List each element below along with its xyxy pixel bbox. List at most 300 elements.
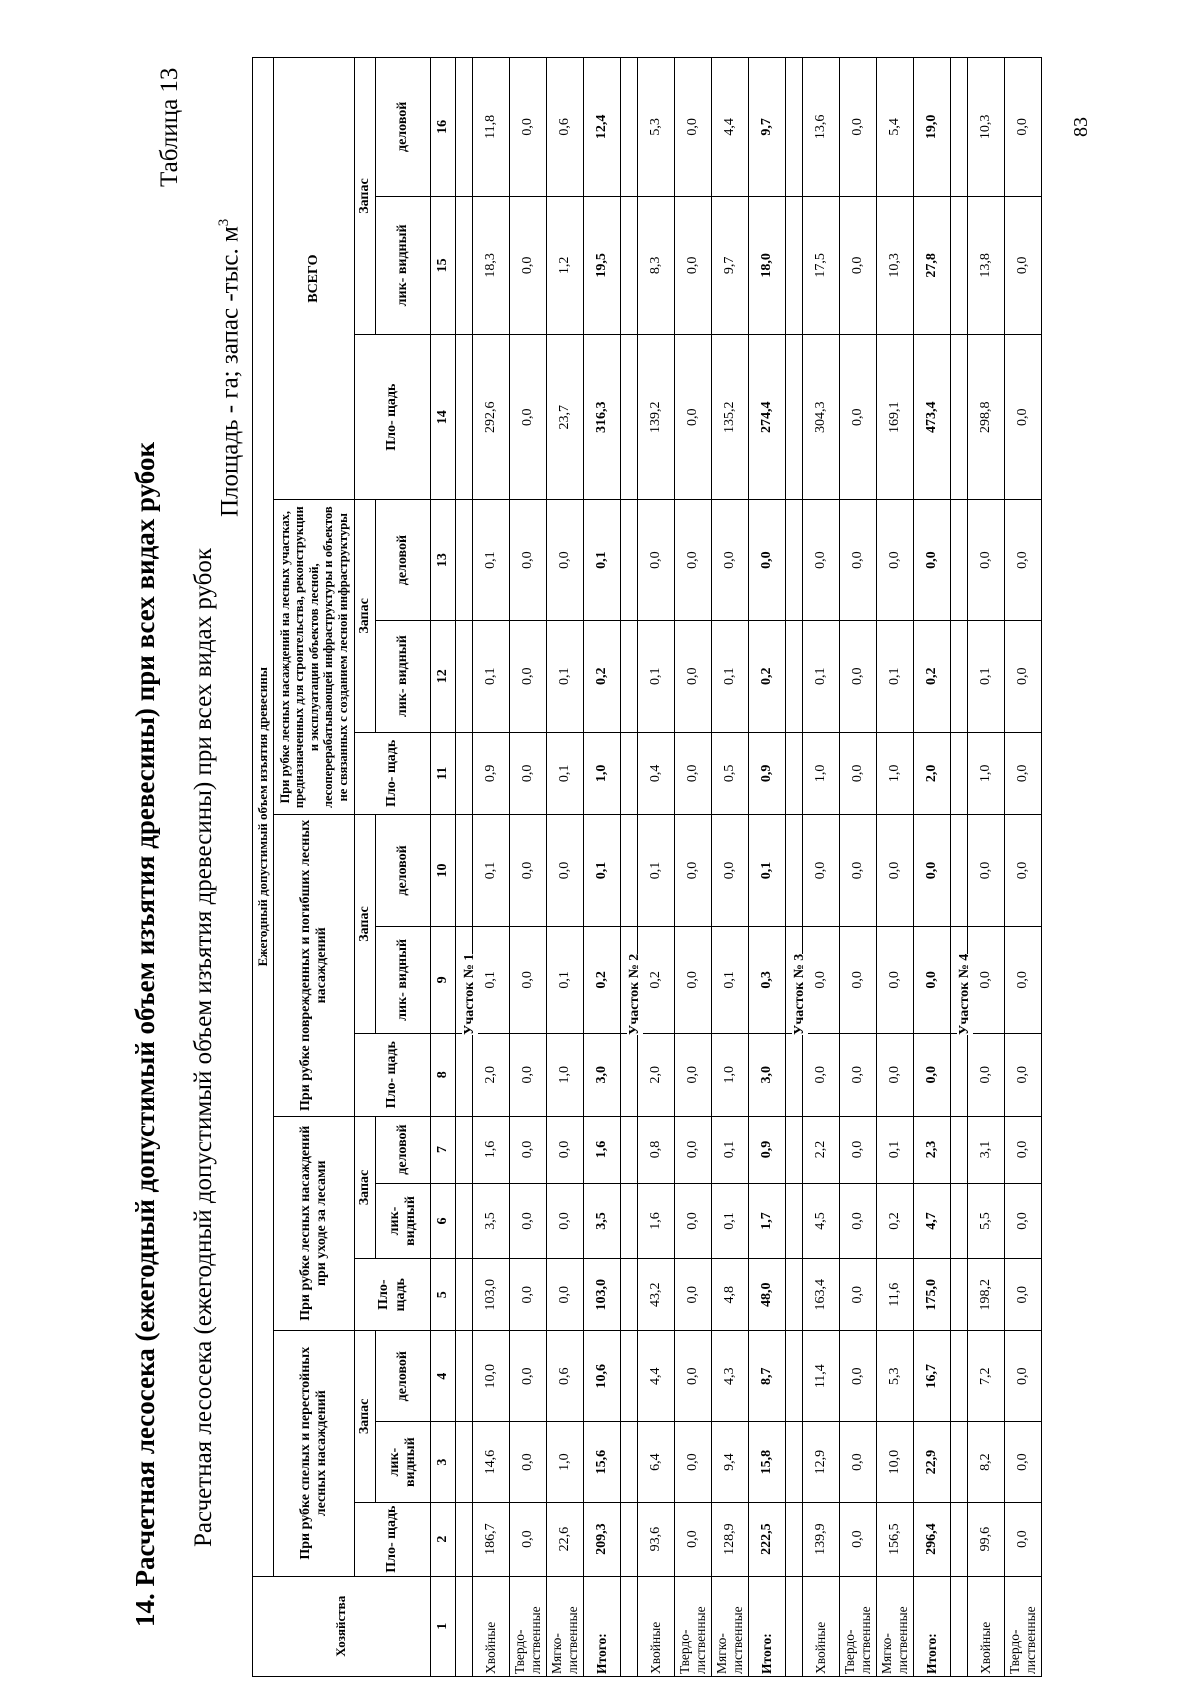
table-caption: Расчетная лесосека (ежегодный допустимый объем изъятия древесины) при всех видах рубок xyxy=(190,547,217,1547)
spacer-cell xyxy=(951,500,968,621)
table-row xyxy=(547,58,584,1677)
spacer-cell xyxy=(951,815,968,927)
value-cell: 0,1 xyxy=(712,926,749,1033)
spacer-cell xyxy=(951,1576,968,1676)
value-cell: 4,8 xyxy=(712,1259,749,1330)
value-cell: 13,8 xyxy=(968,196,1005,334)
spacer-cell xyxy=(786,926,807,1035)
value-cell: 0,0 xyxy=(914,815,951,927)
column-number: 5 xyxy=(431,1259,456,1330)
value-cell: 0,1 xyxy=(547,926,584,1033)
row-name: Мягко- лиственные xyxy=(877,1576,914,1676)
spacer-cell xyxy=(621,1183,638,1259)
value-cell: 0,0 xyxy=(712,500,749,621)
value-cell: 0,1 xyxy=(877,620,914,732)
row-name: Итого: xyxy=(914,1576,951,1676)
section-title: 14. Расчетная лесосека (ежегодный допустимый объем изъятия древесины) при всех видах рубок xyxy=(130,441,160,1627)
table-row xyxy=(877,58,914,1677)
header-business: деловой xyxy=(376,1116,431,1183)
value-cell: 473,4 xyxy=(914,335,951,500)
value-cell: 0,0 xyxy=(1005,815,1042,927)
header-annual: Ежегодный допустимый объем изъятия древесины xyxy=(253,58,274,1577)
spacer-cell xyxy=(456,926,477,1035)
column-number: 14 xyxy=(431,335,456,500)
value-cell: 0,1 xyxy=(877,1116,914,1183)
value-cell: 0,0 xyxy=(840,926,877,1033)
spacer-cell xyxy=(621,926,642,1035)
value-cell: 0,0 xyxy=(840,1033,877,1116)
column-number: 6 xyxy=(431,1183,456,1259)
section-spacer xyxy=(951,58,968,1677)
header-liquid: лик- видный xyxy=(376,1183,431,1259)
spacer-cell xyxy=(456,1576,473,1676)
value-cell: 1,2 xyxy=(547,196,584,334)
value-cell: 0,0 xyxy=(840,1259,877,1330)
spacer-cell xyxy=(951,1422,968,1502)
section-label: Участок № 3 xyxy=(792,953,807,1035)
value-cell: 0,0 xyxy=(510,196,547,334)
value-cell: 186,7 xyxy=(473,1502,510,1576)
value-cell: 0,9 xyxy=(749,732,786,815)
column-number: 2 xyxy=(431,1502,456,1576)
spacer-cell xyxy=(786,335,803,500)
value-cell: 0,0 xyxy=(840,1502,877,1576)
value-cell: 0,0 xyxy=(803,500,840,621)
value-cell: 0,0 xyxy=(1005,926,1042,1033)
value-cell: 8,7 xyxy=(749,1330,786,1422)
value-cell: 48,0 xyxy=(749,1259,786,1330)
spacer-cell xyxy=(621,620,638,732)
header-liquid: лик- видный xyxy=(376,620,431,732)
value-cell: 0,0 xyxy=(1005,196,1042,334)
value-cell: 22,6 xyxy=(547,1502,584,1576)
spacer-cell xyxy=(621,196,638,334)
spacer-cell xyxy=(951,1116,968,1183)
header-area: Пло- щадь xyxy=(355,1033,431,1116)
value-cell: 0,1 xyxy=(803,620,840,732)
value-cell: 0,0 xyxy=(510,620,547,732)
table-row xyxy=(840,58,877,1677)
value-cell: 19,0 xyxy=(914,58,951,197)
value-cell: 0,0 xyxy=(968,926,1005,1033)
value-cell: 3,0 xyxy=(749,1033,786,1116)
value-cell: 0,1 xyxy=(473,620,510,732)
value-cell: 296,4 xyxy=(914,1502,951,1576)
value-cell: 1,0 xyxy=(712,1033,749,1116)
value-cell: 0,0 xyxy=(877,500,914,621)
spacer-cell xyxy=(456,196,473,334)
value-cell: 0,0 xyxy=(840,196,877,334)
value-cell: 0,0 xyxy=(675,58,712,197)
value-cell: 4,3 xyxy=(712,1330,749,1422)
value-cell: 0,0 xyxy=(877,815,914,927)
spacer-cell xyxy=(456,732,473,815)
value-cell: 0,1 xyxy=(547,732,584,815)
spacer-cell xyxy=(456,335,473,500)
value-cell: 0,0 xyxy=(547,815,584,927)
value-cell: 27,8 xyxy=(914,196,951,334)
value-cell: 3,1 xyxy=(968,1116,1005,1183)
row-name: Итого: xyxy=(749,1576,786,1676)
value-cell: 1,0 xyxy=(877,732,914,815)
value-cell: 0,0 xyxy=(547,1116,584,1183)
value-cell: 103,0 xyxy=(473,1259,510,1330)
value-cell: 16,7 xyxy=(914,1330,951,1422)
value-cell: 0,2 xyxy=(584,926,621,1033)
column-number: 3 xyxy=(431,1422,456,1502)
value-cell: 9,7 xyxy=(712,196,749,334)
value-cell: 4,4 xyxy=(712,58,749,197)
value-cell: 0,1 xyxy=(712,1116,749,1183)
value-cell: 0,0 xyxy=(712,815,749,927)
column-number: 8 xyxy=(431,1033,456,1116)
table-row xyxy=(675,58,712,1677)
row-name: Хвойные xyxy=(638,1576,675,1676)
value-cell: 10,6 xyxy=(584,1330,621,1422)
header-group-construction: При рубке лесных насаждений на лесных участках, предназначенных для строительства, реконструкции и эксплуатации объектов лесной, лесоперерабатывающей инфраструктуры и объектов не связанных с созданием лесной инфраструктуры xyxy=(274,500,355,815)
value-cell: 0,0 xyxy=(968,815,1005,927)
total-row xyxy=(584,58,621,1677)
value-cell: 0,1 xyxy=(547,620,584,732)
value-cell: 15,6 xyxy=(584,1422,621,1502)
column-number: 12 xyxy=(431,620,456,732)
value-cell: 4,4 xyxy=(638,1330,675,1422)
spacer-cell xyxy=(621,1259,638,1330)
header-group-mature: При рубке спелых и перестойных лесных насаждений xyxy=(274,1330,355,1576)
spacer-cell xyxy=(786,815,803,927)
value-cell: 298,8 xyxy=(968,335,1005,500)
row-name: Твердо- лиственные xyxy=(510,1576,547,1676)
spacer-cell xyxy=(456,620,473,732)
column-number: 1 xyxy=(431,1576,456,1676)
spacer-cell xyxy=(951,1330,968,1422)
spacer-cell xyxy=(951,58,968,197)
spacer-cell xyxy=(621,815,638,927)
table-row xyxy=(968,58,1005,1677)
value-cell: 1,7 xyxy=(749,1183,786,1259)
value-cell: 0,0 xyxy=(510,335,547,500)
value-cell: 0,0 xyxy=(675,196,712,334)
section-spacer xyxy=(456,58,473,1677)
value-cell: 1,6 xyxy=(473,1116,510,1183)
value-cell: 0,2 xyxy=(638,926,675,1033)
value-cell: 1,0 xyxy=(547,1033,584,1116)
value-cell: 7,2 xyxy=(968,1330,1005,1422)
value-cell: 0,0 xyxy=(510,1183,547,1259)
value-cell: 18,0 xyxy=(749,196,786,334)
header-liquid: лик- видный xyxy=(376,926,431,1033)
value-cell: 1,0 xyxy=(547,1422,584,1502)
spacer-cell xyxy=(951,1259,968,1330)
value-cell: 0,0 xyxy=(510,1502,547,1576)
value-cell: 22,9 xyxy=(914,1422,951,1502)
value-cell: 0,0 xyxy=(877,1033,914,1116)
value-cell: 175,0 xyxy=(914,1259,951,1330)
table-body xyxy=(456,58,1042,1677)
spacer-cell xyxy=(786,500,803,621)
value-cell: 12,9 xyxy=(803,1422,840,1502)
value-cell: 0,0 xyxy=(675,815,712,927)
spacer-cell xyxy=(786,1576,803,1676)
value-cell: 139,9 xyxy=(803,1502,840,1576)
value-cell: 135,2 xyxy=(712,335,749,500)
value-cell: 0,0 xyxy=(968,500,1005,621)
value-cell: 1,6 xyxy=(584,1116,621,1183)
spacer-cell xyxy=(621,1576,638,1676)
value-cell: 0,0 xyxy=(840,335,877,500)
header-area: Пло- щадь xyxy=(355,1259,431,1330)
spacer-cell xyxy=(456,1183,473,1259)
spacer-cell xyxy=(951,1033,968,1116)
value-cell: 0,0 xyxy=(1005,1116,1042,1183)
spacer-cell xyxy=(621,1502,638,1576)
value-cell: 11,6 xyxy=(877,1259,914,1330)
spacer-cell xyxy=(786,1502,803,1576)
value-cell: 0,1 xyxy=(712,1183,749,1259)
value-cell: 0,0 xyxy=(510,1033,547,1116)
row-name: Итого: xyxy=(584,1576,621,1676)
value-cell: 99,6 xyxy=(968,1502,1005,1576)
row-name: Твердо- лиственные xyxy=(1005,1576,1042,1676)
value-cell: 316,3 xyxy=(584,335,621,500)
spacer-cell xyxy=(951,1502,968,1576)
header-business: деловой xyxy=(376,815,431,927)
value-cell: 0,0 xyxy=(840,1116,877,1183)
value-cell: 0,0 xyxy=(547,1259,584,1330)
units-text: Площадь - га; запас -тыс. м xyxy=(216,226,244,517)
value-cell: 0,0 xyxy=(840,500,877,621)
spacer-cell xyxy=(951,732,968,815)
value-cell: 128,9 xyxy=(712,1502,749,1576)
value-cell: 0,0 xyxy=(1005,1183,1042,1259)
value-cell: 2,0 xyxy=(914,732,951,815)
value-cell: 8,3 xyxy=(638,196,675,334)
column-number: 7 xyxy=(431,1116,456,1183)
spacer-cell xyxy=(786,1116,803,1183)
value-cell: 0,0 xyxy=(675,620,712,732)
table-row xyxy=(473,58,510,1677)
value-cell: 0,0 xyxy=(510,1259,547,1330)
value-cell: 0,1 xyxy=(473,815,510,927)
value-cell: 9,7 xyxy=(749,58,786,197)
column-number: 16 xyxy=(431,58,456,197)
value-cell: 0,1 xyxy=(638,815,675,927)
value-cell: 0,0 xyxy=(1005,1422,1042,1502)
value-cell: 0,0 xyxy=(510,815,547,927)
spacer-cell xyxy=(786,196,803,334)
value-cell: 3,0 xyxy=(584,1033,621,1116)
spacer-cell xyxy=(456,1033,473,1116)
value-cell: 198,2 xyxy=(968,1259,1005,1330)
column-number-row xyxy=(431,58,456,1677)
page-number: 83 xyxy=(1070,117,1092,137)
value-cell: 2,0 xyxy=(638,1033,675,1116)
header-stock: Запас xyxy=(355,1116,376,1259)
value-cell: 18,3 xyxy=(473,196,510,334)
value-cell: 5,3 xyxy=(638,58,675,197)
value-cell: 0,0 xyxy=(510,500,547,621)
spacer-cell xyxy=(786,1330,803,1422)
value-cell: 0,0 xyxy=(840,620,877,732)
header-farm: Хозяйства xyxy=(253,1576,431,1676)
row-name: Мягко- лиственные xyxy=(547,1576,584,1676)
value-cell: 4,5 xyxy=(803,1183,840,1259)
value-cell: 1,6 xyxy=(638,1183,675,1259)
value-cell: 0,0 xyxy=(675,1259,712,1330)
spacer-cell xyxy=(456,1502,473,1576)
value-cell: 0,0 xyxy=(968,1033,1005,1116)
spacer-cell xyxy=(456,1116,473,1183)
value-cell: 0,0 xyxy=(675,500,712,621)
value-cell: 8,2 xyxy=(968,1422,1005,1502)
value-cell: 6,4 xyxy=(638,1422,675,1502)
value-cell: 0,8 xyxy=(638,1116,675,1183)
section-spacer xyxy=(786,58,803,1677)
spacer-cell xyxy=(621,335,638,500)
value-cell: 0,1 xyxy=(749,815,786,927)
value-cell: 0,0 xyxy=(675,926,712,1033)
value-cell: 0,0 xyxy=(803,815,840,927)
header-liquid: лик- видный xyxy=(376,1422,431,1502)
value-cell: 10,0 xyxy=(473,1330,510,1422)
spacer-cell xyxy=(786,58,803,197)
header-business: деловой xyxy=(376,500,431,621)
table-number: Таблица 13 xyxy=(156,67,183,187)
value-cell: 0,0 xyxy=(803,926,840,1033)
value-cell: 0,1 xyxy=(712,620,749,732)
header-business: деловой xyxy=(376,1330,431,1422)
value-cell: 0,6 xyxy=(547,58,584,197)
value-cell: 0,0 xyxy=(510,58,547,197)
spacer-cell xyxy=(951,335,968,500)
column-number: 11 xyxy=(431,732,456,815)
header-area: Пло- щадь xyxy=(355,732,431,815)
value-cell: 0,0 xyxy=(749,500,786,621)
value-cell: 0,0 xyxy=(1005,500,1042,621)
row-name: Мягко- лиственные xyxy=(712,1576,749,1676)
spacer-cell xyxy=(621,1330,638,1422)
value-cell: 274,4 xyxy=(749,335,786,500)
value-cell: 0,0 xyxy=(510,1422,547,1502)
header-stock: Запас xyxy=(355,500,376,732)
value-cell: 163,4 xyxy=(803,1259,840,1330)
value-cell: 43,2 xyxy=(638,1259,675,1330)
value-cell: 10,3 xyxy=(968,58,1005,197)
value-cell: 14,6 xyxy=(473,1422,510,1502)
header-business: деловой xyxy=(376,58,431,197)
value-cell: 10,0 xyxy=(877,1422,914,1502)
value-cell: 19,5 xyxy=(584,196,621,334)
value-cell: 0,0 xyxy=(803,1033,840,1116)
value-cell: 0,0 xyxy=(914,1033,951,1116)
value-cell: 0,1 xyxy=(638,620,675,732)
value-cell: 1,0 xyxy=(968,732,1005,815)
row-name: Хвойные xyxy=(803,1576,840,1676)
table-row xyxy=(638,58,675,1677)
value-cell: 15,8 xyxy=(749,1422,786,1502)
value-cell: 0,0 xyxy=(1005,1033,1042,1116)
value-cell: 0,0 xyxy=(1005,58,1042,197)
value-cell: 2,3 xyxy=(914,1116,951,1183)
value-cell: 0,9 xyxy=(749,1116,786,1183)
value-cell: 17,5 xyxy=(803,196,840,334)
column-number: 15 xyxy=(431,196,456,334)
section-label: Участок № 4 xyxy=(957,953,972,1035)
value-cell: 2,0 xyxy=(473,1033,510,1116)
value-cell: 0,0 xyxy=(675,732,712,815)
spacer-cell xyxy=(456,500,473,621)
table-row xyxy=(1005,58,1042,1677)
column-number: 10 xyxy=(431,815,456,927)
row-name: Хвойные xyxy=(473,1576,510,1676)
value-cell: 0,0 xyxy=(675,335,712,500)
spacer-cell xyxy=(786,1422,803,1502)
value-cell: 0,0 xyxy=(675,1183,712,1259)
spacer-cell xyxy=(456,1259,473,1330)
value-cell: 0,0 xyxy=(547,1183,584,1259)
header-liquid: лик- видный xyxy=(376,196,431,334)
value-cell: 0,0 xyxy=(840,1422,877,1502)
value-cell: 3,5 xyxy=(473,1183,510,1259)
spacer-cell xyxy=(951,620,968,732)
spacer-cell xyxy=(951,196,968,334)
value-cell: 0,0 xyxy=(675,1502,712,1576)
value-cell: 0,0 xyxy=(675,1330,712,1422)
value-cell: 103,0 xyxy=(584,1259,621,1330)
value-cell: 9,4 xyxy=(712,1422,749,1502)
value-cell: 0,0 xyxy=(510,1116,547,1183)
value-cell: 0,6 xyxy=(547,1330,584,1422)
value-cell: 0,0 xyxy=(1005,1330,1042,1422)
value-cell: 0,0 xyxy=(840,1330,877,1422)
spacer-cell xyxy=(951,1183,968,1259)
value-cell: 0,2 xyxy=(749,620,786,732)
units-note xyxy=(216,219,244,517)
value-cell: 0,1 xyxy=(473,926,510,1033)
row-name: Твердо- лиственные xyxy=(840,1576,877,1676)
spacer-cell xyxy=(786,732,803,815)
spacer-cell xyxy=(456,1330,473,1422)
row-name: Твердо- лиственные xyxy=(675,1576,712,1676)
value-cell: 0,5 xyxy=(712,732,749,815)
value-cell: 11,4 xyxy=(803,1330,840,1422)
value-cell: 139,2 xyxy=(638,335,675,500)
spacer-cell xyxy=(456,58,473,197)
header-area: Пло- щадь xyxy=(355,335,431,500)
spacer-cell xyxy=(621,732,638,815)
spacer-cell xyxy=(456,815,473,927)
table-row xyxy=(510,58,547,1677)
value-cell: 0,1 xyxy=(584,500,621,621)
column-number: 9 xyxy=(431,926,456,1033)
header-group-total: ВСЕГО xyxy=(274,58,355,500)
value-cell: 0,1 xyxy=(473,500,510,621)
value-cell: 0,0 xyxy=(1005,335,1042,500)
header-group-damaged: При рубке поврежденных и погибших лесных насаждений xyxy=(274,815,355,1116)
units-superscript: 3 xyxy=(216,218,232,227)
value-cell: 0,0 xyxy=(840,732,877,815)
value-cell: 5,5 xyxy=(968,1183,1005,1259)
value-cell: 0,0 xyxy=(675,1033,712,1116)
value-cell: 13,6 xyxy=(803,58,840,197)
value-cell: 0,0 xyxy=(510,732,547,815)
value-cell: 292,6 xyxy=(473,335,510,500)
total-row xyxy=(749,58,786,1677)
value-cell: 0,0 xyxy=(840,1183,877,1259)
spacer-cell xyxy=(621,500,638,621)
spacer-cell xyxy=(621,1116,638,1183)
value-cell: 0,0 xyxy=(877,926,914,1033)
